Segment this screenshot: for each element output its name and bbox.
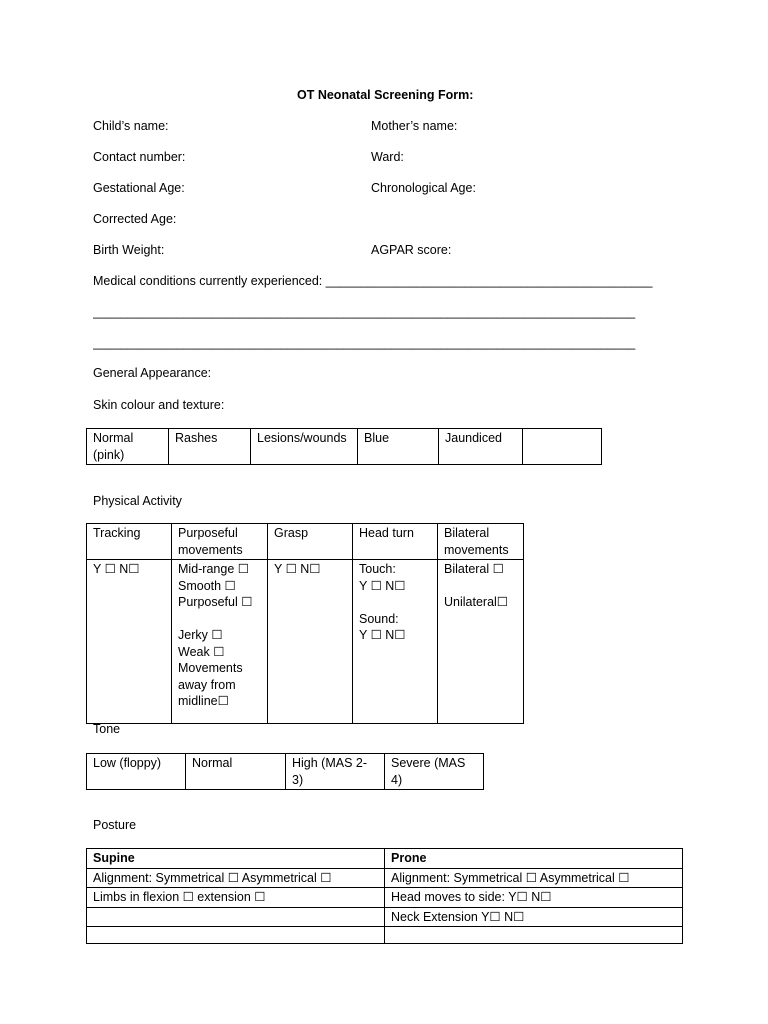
contact-number-label: Contact number: — [93, 150, 186, 164]
skin-cell-other[interactable] — [523, 429, 602, 465]
grasp-yn-checkbox[interactable]: Y ☐ N☐ — [274, 562, 321, 576]
touch-label: Touch: — [359, 562, 396, 576]
tone-low[interactable]: Low (floppy) — [87, 754, 186, 790]
prone-alignment-checkbox[interactable]: Alignment: Symmetrical ☐ Asymmetrical ☐ — [385, 868, 683, 888]
grasp-cell — [268, 560, 353, 724]
skin-cell-normal[interactable]: Normal (pink) — [87, 429, 169, 465]
movements-away-checkbox[interactable]: Movements away from midline☐ — [178, 661, 243, 708]
sound-label: Sound: — [359, 611, 399, 626]
prone-neck-extension-checkbox[interactable]: Neck Extension Y☐ N☐ — [385, 907, 683, 927]
tone-normal[interactable]: Normal — [186, 754, 286, 790]
corrected-age-label: Corrected Age: — [93, 212, 177, 226]
mid-range-checkbox[interactable]: Mid-range ☐ — [178, 562, 249, 576]
spacer — [178, 611, 261, 628]
mothers-name-label: Mother’s name: — [371, 119, 458, 133]
weak-checkbox[interactable]: Weak ☐ — [178, 644, 225, 659]
tracking-yn-checkbox[interactable]: Y ☐ N☐ — [93, 562, 140, 576]
blank-line: ______________________________________________________________________________ — [93, 305, 636, 319]
supine-limbs-checkbox[interactable]: Limbs in flexion ☐ extension ☐ — [87, 888, 385, 908]
supine-header: Supine — [87, 849, 385, 869]
ward-label: Ward: — [371, 150, 404, 164]
head-turn-cell — [353, 560, 438, 724]
bilateral-checkbox[interactable]: Bilateral ☐ — [444, 562, 504, 576]
header-purposeful-movements: Purposeful movements — [172, 524, 268, 560]
tone-severe[interactable]: Severe (MAS 4) — [385, 754, 484, 790]
chronological-age-label: Chronological Age: — [371, 181, 476, 195]
smooth-checkbox[interactable]: Smooth ☐ — [178, 578, 236, 593]
supine-empty-row[interactable] — [87, 907, 385, 927]
childs-name-label: Child’s name: — [93, 119, 169, 133]
skin-cell-blue[interactable]: Blue — [358, 429, 439, 465]
spacer — [444, 578, 517, 595]
skin-colour-label: Skin colour and texture: — [93, 398, 225, 412]
header-head-turn: Head turn — [353, 524, 438, 560]
posture-table — [86, 848, 683, 944]
skin-cell-lesions[interactable]: Lesions/wounds — [251, 429, 358, 465]
header-tracking: Tracking — [87, 524, 172, 560]
unilateral-checkbox[interactable]: Unilateral☐ — [444, 595, 509, 609]
tone-table — [86, 753, 484, 790]
skin-cell-rashes[interactable]: Rashes — [169, 429, 251, 465]
header-bilateral-movements: Bilateral movements — [438, 524, 524, 560]
jerky-checkbox[interactable]: Jerky ☐ — [178, 628, 223, 642]
general-appearance-label: General Appearance: — [93, 366, 212, 380]
tracking-cell — [87, 560, 172, 724]
header-grasp: Grasp — [268, 524, 353, 560]
tone-high[interactable]: High (MAS 2-3) — [286, 754, 385, 790]
prone-header: Prone — [385, 849, 683, 869]
prone-empty-row[interactable] — [385, 927, 683, 944]
bilateral-cell — [438, 560, 524, 724]
birth-weight-label: Birth Weight: — [93, 243, 165, 257]
blank-line: ______________________________________________________________________________ — [93, 336, 636, 350]
touch-yn-checkbox[interactable]: Y ☐ N☐ — [359, 578, 406, 593]
gestational-age-label: Gestational Age: — [93, 181, 185, 195]
tone-heading: Tone — [93, 722, 121, 736]
supine-empty-row[interactable] — [87, 927, 385, 944]
spacer — [359, 594, 431, 611]
sound-yn-checkbox[interactable]: Y ☐ N☐ — [359, 628, 406, 642]
purposeful-checkbox[interactable]: Purposeful ☐ — [178, 595, 253, 609]
posture-heading: Posture — [93, 818, 137, 832]
prone-head-moves-checkbox[interactable]: Head moves to side: Y☐ N☐ — [385, 888, 683, 908]
medical-conditions-label: Medical conditions currently experienced: _______________________________________________ — [93, 274, 653, 288]
purposeful-cell — [172, 560, 268, 724]
skin-cell-jaundiced[interactable]: Jaundiced — [439, 429, 523, 465]
skin-table — [86, 428, 602, 465]
supine-alignment-checkbox[interactable]: Alignment: Symmetrical ☐ Asymmetrical ☐ — [87, 868, 385, 888]
physical-activity-heading: Physical Activity — [93, 494, 182, 508]
form-title: OT Neonatal Screening Form: — [297, 88, 474, 102]
physical-activity-table — [86, 523, 524, 724]
agpar-score-label: AGPAR score: — [371, 243, 452, 257]
